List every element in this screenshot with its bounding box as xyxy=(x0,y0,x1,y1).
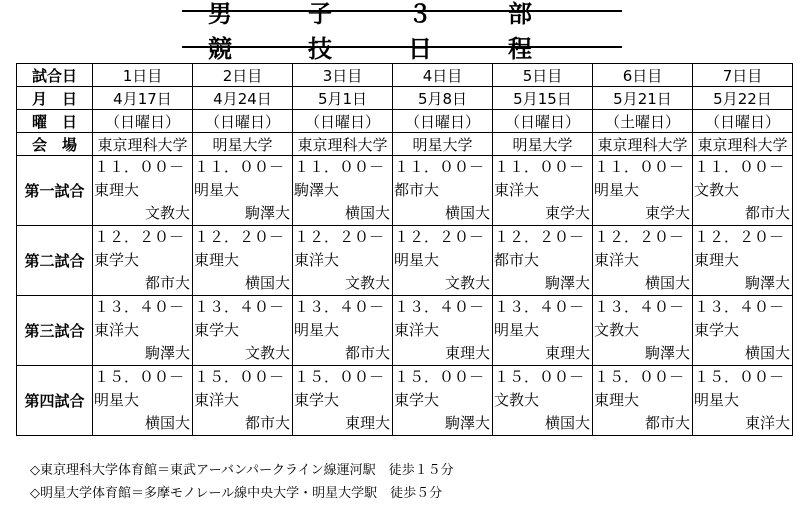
away-team: 駒澤大 xyxy=(244,204,290,222)
away-team: 都市大 xyxy=(344,344,390,362)
match-cell xyxy=(93,156,193,226)
match-cell xyxy=(293,366,393,436)
away-team: 横国大 xyxy=(744,344,790,362)
weekday-cell: （土曜日） xyxy=(593,110,693,133)
day-cell: 5日目 xyxy=(493,64,593,87)
home-team: 東理大 xyxy=(194,251,240,269)
away-team: 駒澤大 xyxy=(644,344,690,362)
match-time: １１．００－ xyxy=(294,158,385,176)
away-team: 東理大 xyxy=(544,344,590,362)
match-time: １５．００－ xyxy=(494,368,585,386)
match-time: １２．２０－ xyxy=(694,228,785,246)
match-cell xyxy=(293,296,393,366)
date-cell: 4月17日 xyxy=(93,87,193,110)
match-time: １３．４０－ xyxy=(294,298,385,316)
date-row xyxy=(17,87,793,110)
match-cell xyxy=(93,366,193,436)
day-cell: 6日目 xyxy=(593,64,693,87)
home-team: 明星大 xyxy=(394,251,440,269)
home-team: 東学大 xyxy=(394,391,440,409)
match-row xyxy=(17,366,793,436)
weekday-cell: （日曜日） xyxy=(193,110,293,133)
match-cell xyxy=(393,156,493,226)
match-time: １２．２０－ xyxy=(194,228,285,246)
away-team: 横国大 xyxy=(444,204,490,222)
day-cell: 7日目 xyxy=(693,64,793,87)
match-time: １３．４０－ xyxy=(594,298,685,316)
home-team: 明星大 xyxy=(94,391,140,409)
away-team: 横国大 xyxy=(644,274,690,292)
match-time: １５．００－ xyxy=(194,368,285,386)
match-time: １２．２０－ xyxy=(494,228,585,246)
day-cell: 4日目 xyxy=(393,64,493,87)
home-team: 東学大 xyxy=(94,251,140,269)
away-team: 文教大 xyxy=(144,204,190,222)
match-cell xyxy=(393,226,493,296)
match-time: １２．２０－ xyxy=(94,228,185,246)
home-team: 東洋大 xyxy=(394,321,440,339)
match-cell xyxy=(693,296,793,366)
match-time: １２．２０－ xyxy=(394,228,485,246)
home-team: 東理大 xyxy=(694,251,740,269)
away-team: 東理大 xyxy=(444,344,490,362)
home-team: 東理大 xyxy=(94,181,140,199)
match-time: １３．４０－ xyxy=(94,298,185,316)
home-team: 東洋大 xyxy=(494,181,540,199)
home-team: 都市大 xyxy=(394,181,440,199)
weekday-cell: （日曜日） xyxy=(93,110,193,133)
match-time: １１．００－ xyxy=(394,158,485,176)
date-cell: 5月1日 xyxy=(293,87,393,110)
match-cell xyxy=(693,226,793,296)
match-time: １５．００－ xyxy=(294,368,385,386)
away-team: 都市大 xyxy=(144,274,190,292)
venue-cell: 東京理科大学 xyxy=(93,133,193,156)
match-cell xyxy=(593,366,693,436)
home-team: 東学大 xyxy=(294,391,340,409)
weekday-cell: （日曜日） xyxy=(293,110,393,133)
match-cell xyxy=(593,156,693,226)
venue-cell: 明星大学 xyxy=(493,133,593,156)
row-label-weekday: 曜 日 xyxy=(17,110,93,133)
row-label-venue: 会 場 xyxy=(17,133,93,156)
match-time: １５．００－ xyxy=(394,368,485,386)
away-team: 文教大 xyxy=(444,274,490,292)
venue-cell: 明星大学 xyxy=(193,133,293,156)
match-time: １２．２０－ xyxy=(594,228,685,246)
away-team: 都市大 xyxy=(644,414,690,432)
weekday-cell: （日曜日） xyxy=(693,110,793,133)
away-team: 駒澤大 xyxy=(744,274,790,292)
date-cell: 5月22日 xyxy=(693,87,793,110)
match-time: １３．４０－ xyxy=(494,298,585,316)
day-cell: 3日目 xyxy=(293,64,393,87)
match-cell xyxy=(293,226,393,296)
weekday-row xyxy=(17,110,793,133)
match-label: 第一試合 xyxy=(17,156,93,226)
home-team: 都市大 xyxy=(494,251,540,269)
match-cell xyxy=(593,226,693,296)
venue-cell: 東京理科大学 xyxy=(293,133,393,156)
home-team: 東学大 xyxy=(694,321,740,339)
match-row xyxy=(17,296,793,366)
away-team: 文教大 xyxy=(244,344,290,362)
home-team: 東学大 xyxy=(194,321,240,339)
venue-note-meisei: ◇明星大学体育館＝多摩モノレール線中央大学・明星大学駅 徒歩５分 xyxy=(30,486,443,501)
away-team: 駒澤大 xyxy=(144,344,190,362)
away-team: 横国大 xyxy=(144,414,190,432)
match-time: １１．００－ xyxy=(694,158,785,176)
row-label-date: 月 日 xyxy=(17,87,93,110)
away-team: 駒澤大 xyxy=(544,274,590,292)
away-team: 横国大 xyxy=(244,274,290,292)
home-team: 東理大 xyxy=(594,391,640,409)
day-cell: 1日目 xyxy=(93,64,193,87)
away-team: 横国大 xyxy=(344,204,390,222)
home-team: 駒澤大 xyxy=(294,181,340,199)
match-label: 第四試合 xyxy=(17,366,93,436)
date-cell: 4月24日 xyxy=(193,87,293,110)
match-cell xyxy=(493,156,593,226)
venue-cell: 東京理科大学 xyxy=(693,133,793,156)
venue-row xyxy=(17,133,793,156)
match-time: １３．４０－ xyxy=(394,298,485,316)
match-label: 第二試合 xyxy=(17,226,93,296)
match-cell xyxy=(593,296,693,366)
match-row xyxy=(17,226,793,296)
away-team: 東理大 xyxy=(344,414,390,432)
schedule-table xyxy=(16,63,793,436)
page-title: 男 子 ３ 部 競 技 日 程 xyxy=(182,10,622,48)
home-team: 文教大 xyxy=(694,181,740,199)
venue-cell: 東京理科大学 xyxy=(593,133,693,156)
home-team: 東洋大 xyxy=(194,391,240,409)
match-time: １１．００－ xyxy=(94,158,185,176)
home-team: 東洋大 xyxy=(594,251,640,269)
match-cell xyxy=(493,366,593,436)
date-cell: 5月8日 xyxy=(393,87,493,110)
match-label: 第三試合 xyxy=(17,296,93,366)
match-time: １３．４０－ xyxy=(194,298,285,316)
weekday-cell: （日曜日） xyxy=(493,110,593,133)
home-team: 明星大 xyxy=(694,391,740,409)
venue-note-tus: ◇東京理科大学体育館＝東武アーバンパークライン線運河駅 徒歩１５分 xyxy=(30,463,454,478)
match-cell xyxy=(193,366,293,436)
match-cell xyxy=(193,296,293,366)
day-cell: 2日目 xyxy=(193,64,293,87)
home-team: 明星大 xyxy=(194,181,240,199)
match-cell xyxy=(393,366,493,436)
match-time: １３．４０－ xyxy=(694,298,785,316)
match-cell xyxy=(493,226,593,296)
match-time: １５．００－ xyxy=(594,368,685,386)
home-team: 文教大 xyxy=(494,391,540,409)
date-cell: 5月21日 xyxy=(593,87,693,110)
match-time: １５．００－ xyxy=(94,368,185,386)
away-team: 東学大 xyxy=(544,204,590,222)
home-team: 東洋大 xyxy=(294,251,340,269)
match-cell xyxy=(493,296,593,366)
away-team: 横国大 xyxy=(544,414,590,432)
home-team: 明星大 xyxy=(594,181,640,199)
away-team: 東学大 xyxy=(644,204,690,222)
home-team: 文教大 xyxy=(594,321,640,339)
home-team: 明星大 xyxy=(294,321,340,339)
away-team: 東洋大 xyxy=(744,414,790,432)
match-cell xyxy=(93,226,193,296)
match-time: １５．００－ xyxy=(694,368,785,386)
home-team: 明星大 xyxy=(494,321,540,339)
venue-cell: 明星大学 xyxy=(393,133,493,156)
day-row xyxy=(17,64,793,87)
weekday-cell: （日曜日） xyxy=(393,110,493,133)
away-team: 都市大 xyxy=(244,414,290,432)
match-time: １１．００－ xyxy=(494,158,585,176)
match-cell xyxy=(293,156,393,226)
match-cell xyxy=(693,156,793,226)
match-cell xyxy=(93,296,193,366)
match-row xyxy=(17,156,793,226)
home-team: 東洋大 xyxy=(94,321,140,339)
away-team: 駒澤大 xyxy=(444,414,490,432)
match-cell xyxy=(693,366,793,436)
away-team: 文教大 xyxy=(344,274,390,292)
away-team: 都市大 xyxy=(744,204,790,222)
match-time: １１．００－ xyxy=(594,158,685,176)
match-cell xyxy=(193,226,293,296)
match-cell xyxy=(393,296,493,366)
match-time: １２．２０－ xyxy=(294,228,385,246)
row-label-day: 試合日 xyxy=(17,64,93,87)
match-cell xyxy=(193,156,293,226)
match-time: １１．００－ xyxy=(194,158,285,176)
date-cell: 5月15日 xyxy=(493,87,593,110)
